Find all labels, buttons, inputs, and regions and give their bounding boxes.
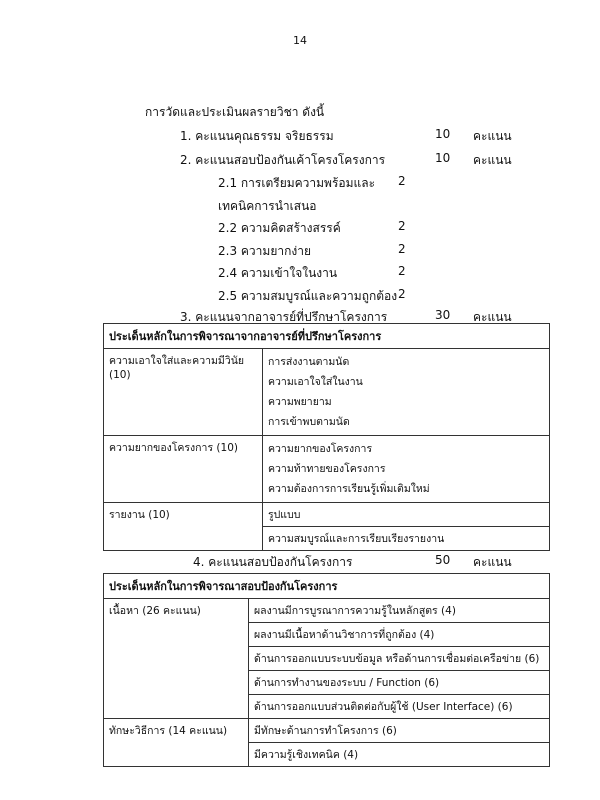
sub-item-label: 2.4 ความเข้าใจในงาน [218,266,338,280]
sub-item-label-cont: เทคนิคการนำเสนอ [218,199,317,213]
score-label: 4. คะแนนสอบป้องกันโครงการ [193,555,353,569]
sub-item-score: 2 [398,219,406,233]
criteria-category: ความเอาใจใส่และความมีวินัย (10) [104,349,263,436]
score-unit: คะแนน [473,129,512,143]
score-value: 10 [435,127,451,141]
sub-item-score: 2 [398,174,406,188]
table-header: ประเด็นหลักในการพิจารณาสอบป้องกันโครงการ [104,574,550,599]
table-header-row [104,324,550,349]
criteria-item: ผลงานมีเนื้อหาด้านวิชาการที่ถูกต้อง (4) [249,623,550,647]
criteria-item: ความต้องการการเรียนรู้เพิ่มเติมใหม่ [268,483,430,495]
table-row [104,719,550,743]
sub-item-score: 2 [398,264,406,278]
criteria-item: ความท้าทายของโครงการ [268,463,386,475]
advisor-criteria-table [103,323,550,551]
criteria-item: ด้านการทำงานของระบบ / Function (6) [249,671,550,695]
sub-item-label: 2.1 การเตรียมความพร้อมและ [218,176,376,190]
table-row [104,436,550,503]
criteria-items [263,349,550,436]
score-label: 2. คะแนนสอบป้องกันเค้าโครงโครงการ [180,153,386,167]
criteria-item: ด้านการออกแบบระบบข้อมูล หรือด้านการเชื่อมต่อเครือข่าย (6) [249,647,550,671]
criteria-category: ทักษะวิธีการ (14 คะแนน) [104,719,249,767]
sub-item-label: 2.5 ความสมบูรณ์และความถูกต้อง [218,289,398,303]
score-unit: คะแนน [473,153,512,167]
sub-item-score: 2 [398,287,406,301]
intro-text: การวัดและประเมินผลรายวิชา ดังนี้ [145,105,325,119]
criteria-category: เนื้อหา (26 คะแนน) [104,599,249,719]
score-value: 30 [435,308,451,322]
sub-item-score: 2 [398,242,406,256]
table-header-row [104,574,550,599]
criteria-category: รายงาน (10) [104,503,263,551]
criteria-item: รูปแบบ [263,503,550,527]
criteria-item: ความยากของโครงการ [268,443,373,455]
score-label: 3. คะแนนจากอาจารย์ที่ปรึกษาโครงการ [180,310,388,324]
table-row [104,599,550,623]
criteria-item: ความพยายาม [268,396,332,408]
sub-item-label: 2.3 ความยากง่าย [218,244,311,258]
criteria-item: มีทักษะด้านการทำโครงการ (6) [249,719,550,743]
criteria-item: ความเอาใจใส่ในงาน [268,376,363,388]
sub-item-label: 2.2 ความคิดสร้างสรรค์ [218,221,341,235]
table-header: ประเด็นหลักในการพิจารณาจากอาจารย์ที่ปรึกษาโครงการ [104,324,550,349]
criteria-item: ผลงานมีการบูรณาการความรู้ในหลักสูตร (4) [249,599,550,623]
score-value: 50 [435,553,451,567]
defense-criteria-table [103,573,550,767]
score-unit: คะแนน [473,555,512,569]
criteria-item: การส่งงานตามนัด [268,356,350,368]
score-label: 1. คะแนนคุณธรรม จริยธรรม [180,129,334,143]
criteria-category: ความยากของโครงการ (10) [104,436,263,503]
criteria-items [263,436,550,503]
table-row [104,349,550,436]
score-unit: คะแนน [473,310,512,324]
criteria-item: ด้านการออกแบบส่วนติดต่อกับผู้ใช้ (User Interface) (6) [249,695,550,719]
criteria-item: การเข้าพบตามนัด [268,416,350,428]
score-value: 10 [435,151,451,165]
criteria-item: มีความรู้เชิงเทคนิค (4) [249,743,550,767]
table-row [104,503,550,527]
page-number: 14 [293,34,307,47]
criteria-item: ความสมบูรณ์และการเรียบเรียงรายงาน [263,527,550,551]
